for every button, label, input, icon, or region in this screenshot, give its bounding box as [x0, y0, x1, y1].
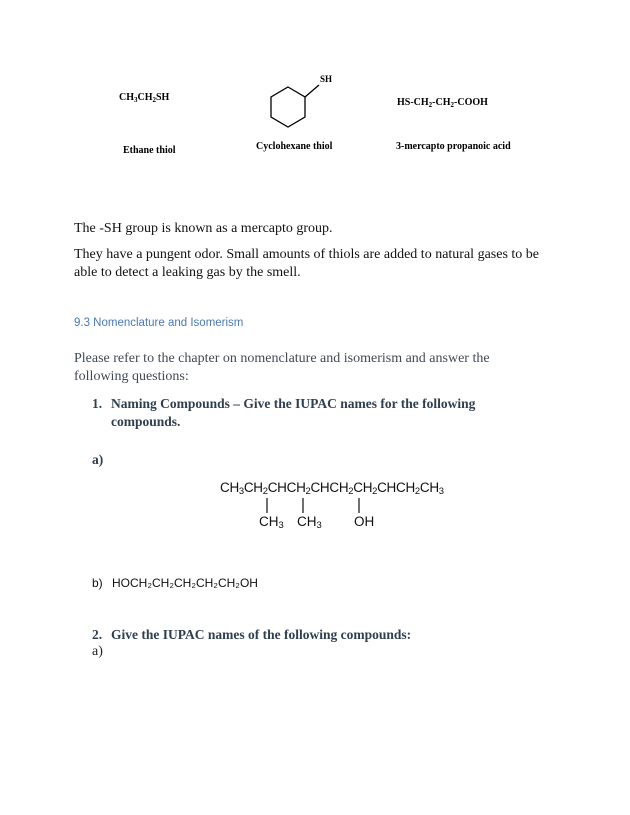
structure-branch-ch3-1: $CH_3$	[259, 514, 284, 531]
cyclohexane-thiol-caption: Cyclohexane thiol	[256, 141, 333, 152]
intro-line2: following questions:	[74, 369, 189, 384]
question1-line1: Naming Compounds – Give the IUPAC names for the following	[111, 396, 476, 411]
intro-line1: Please refer to the chapter on nomenclature and isomerism and answer the	[74, 351, 490, 366]
question1-part-a-label: a)	[92, 452, 104, 467]
mercapto-formula: $HS-CH_2-CH_2$-COOH	[397, 97, 488, 109]
cyclohexane-sh-label: SH	[320, 74, 333, 84]
structure-bond-lines	[255, 497, 375, 515]
question1-line2: compounds.	[111, 414, 181, 429]
structure-main-chain: $CH_3CH_2CHCH_2CHCH_2CH_2CHCH_2CH_3$	[220, 480, 444, 497]
paragraph-odor-line2: able to detect a leaking gas by the smell.	[74, 265, 301, 280]
question1-part-b-formula: HOCH₂CH₂CH₂CH₂CH₂OH	[112, 576, 258, 590]
section-heading: 9.3 Nomenclature and Isomerism	[74, 317, 244, 329]
question2-number: 2.	[92, 627, 103, 642]
paragraph-odor-line1: They have a pungent odor. Small amounts of thiols are added to natural gases to be	[74, 247, 539, 262]
ethane-thiol-formula: $CH_3CH_2SH$	[119, 92, 170, 104]
structure-branch-oh: OH	[354, 514, 375, 529]
paragraph-mercapto-group: The -SH group is known as a mercapto group.	[74, 221, 333, 236]
question1-part-b-label: b)	[92, 576, 103, 590]
question1-number: 1.	[92, 396, 103, 411]
question2-text: Give the IUPAC names of the following compounds:	[111, 627, 412, 642]
ethane-thiol-caption: Ethane thiol	[123, 145, 176, 156]
question2-part-a-label: a)	[92, 644, 103, 659]
mercapto-caption: 3-mercapto propanoic acid	[396, 141, 511, 152]
structure-branch-ch3-2: $CH_3$	[297, 514, 322, 531]
